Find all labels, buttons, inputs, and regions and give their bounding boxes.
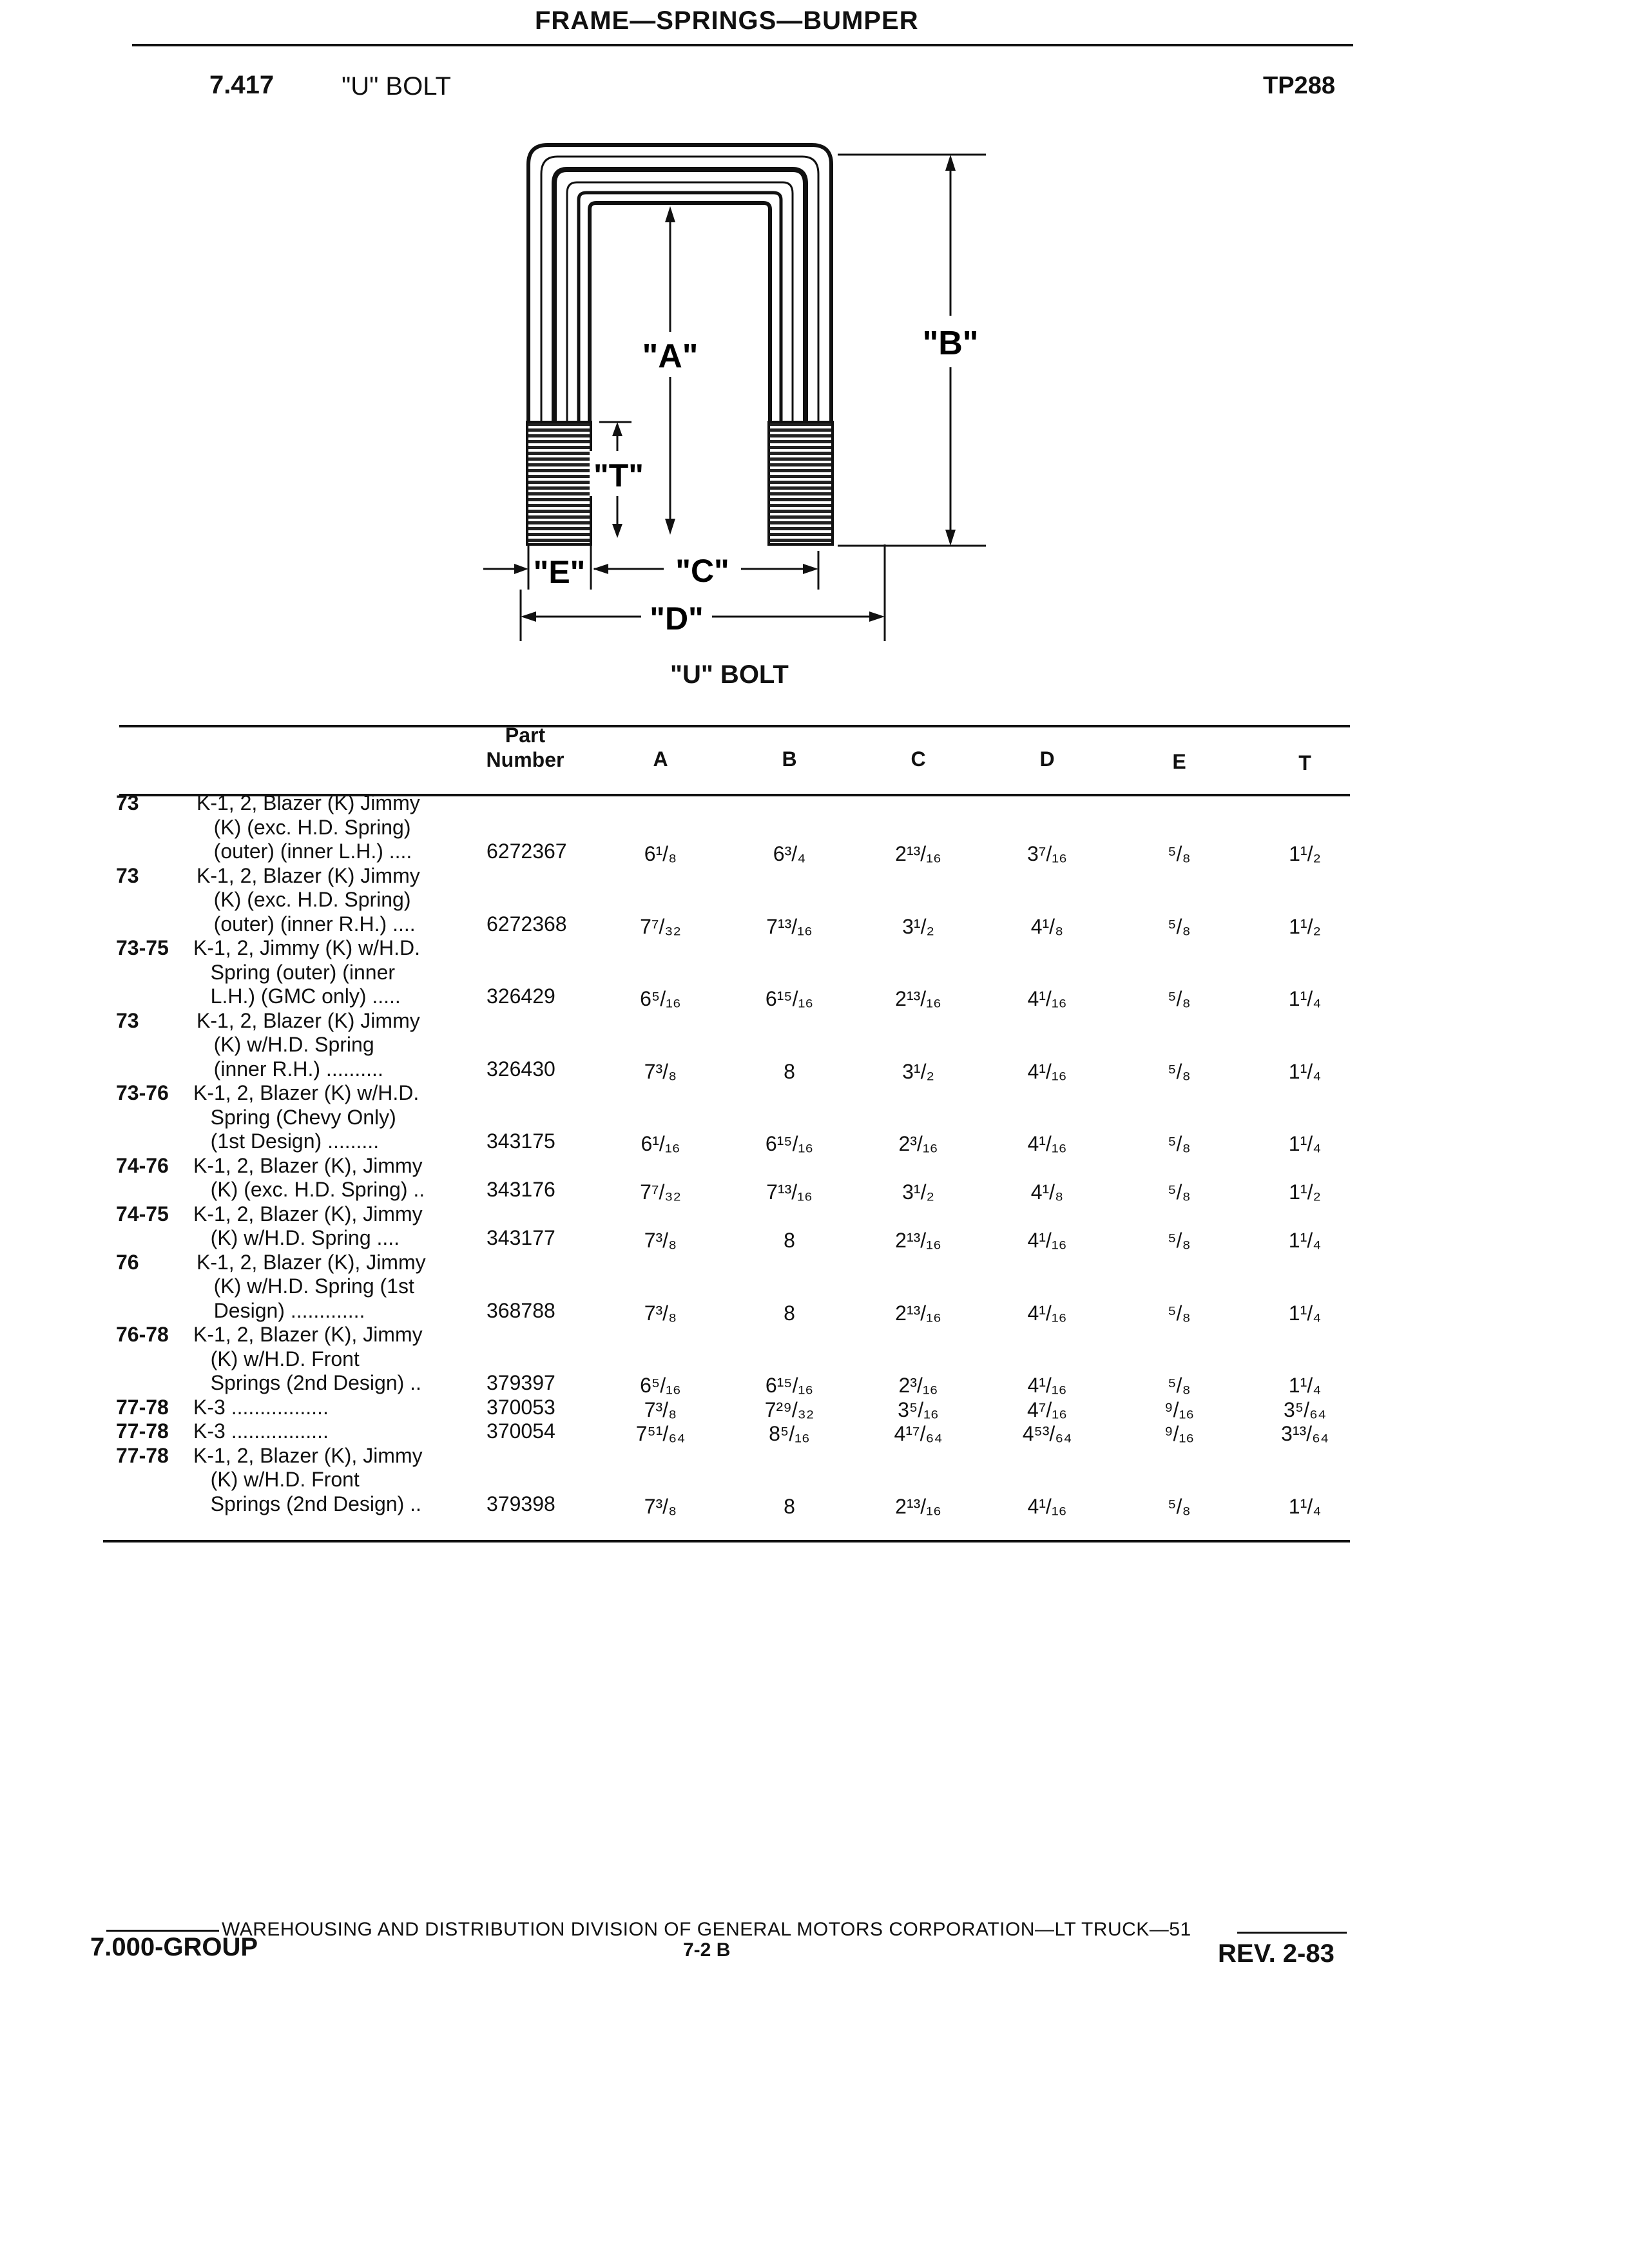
row-year: 73-75 xyxy=(116,936,169,959)
row-dim-b: 6³/₄ xyxy=(773,842,806,865)
row-dim-t: 1¹/₄ xyxy=(1288,1132,1322,1155)
row-description: (K) (exc. H.D. Spring) xyxy=(197,815,411,839)
u-bolt-diagram xyxy=(477,139,1005,648)
revision-label: REV. 2-83 xyxy=(1218,1939,1335,1968)
header-rule xyxy=(132,44,1353,46)
row-part-number: 6272368 xyxy=(487,912,567,936)
label-c: "C" xyxy=(675,553,729,589)
row-year: 73 xyxy=(116,863,139,887)
row-dim-b: 8 xyxy=(784,1059,795,1083)
row-dim-c: 2¹³/₁₆ xyxy=(895,842,941,865)
row-dim-b: 8 xyxy=(784,1229,795,1252)
row-dim-b: 7¹³/₁₆ xyxy=(766,1180,813,1204)
row-dim-a: 6¹/₈ xyxy=(644,842,677,865)
row-dim-d: 3⁷/₁₆ xyxy=(1027,842,1067,865)
row-description: Spring (outer) (inner xyxy=(193,960,396,984)
row-dim-d: 4¹/₈ xyxy=(1030,914,1064,938)
row-dim-t: 1¹/₄ xyxy=(1288,1374,1322,1397)
row-description: (K) (exc. H.D. Spring) xyxy=(197,888,411,911)
row-dim-c: 4¹⁷/₆₄ xyxy=(894,1422,943,1445)
row-dim-d: 4¹/₁₆ xyxy=(1027,987,1067,1010)
row-dim-b: 8 xyxy=(784,1301,795,1325)
footer-publisher: WAREHOUSING AND DISTRIBUTION DIVISION OF GENERAL MOTORS CORPORATION—LT TRUCK—51 xyxy=(106,1919,1191,1941)
row-dim-d: 4¹/₁₆ xyxy=(1027,1374,1067,1397)
row-description: (K) w/H.D. Front xyxy=(193,1468,360,1491)
row-dim-d: 4¹/₈ xyxy=(1030,1180,1064,1204)
row-year: 73 xyxy=(116,1008,139,1032)
row-dim-e: ⁵/₈ xyxy=(1168,1132,1191,1155)
u-bolt-outer xyxy=(528,145,831,422)
row-dim-e: ⁵/₈ xyxy=(1168,914,1191,938)
row-description: (K) w/H.D. Spring xyxy=(197,1033,374,1056)
row-part-number: 343175 xyxy=(487,1129,555,1153)
row-description: (K) w/H.D. Spring .... xyxy=(193,1226,400,1249)
page-reference: 7-2 B xyxy=(683,1939,731,1961)
row-description: K-1, 2, Blazer (K), Jimmy xyxy=(193,1153,423,1177)
row-description: (1st Design) ......... xyxy=(193,1129,380,1153)
row-dim-a: 7³/₈ xyxy=(644,1059,677,1083)
row-dim-d: 4¹/₁₆ xyxy=(1027,1132,1067,1155)
row-dim-e: ⁵/₈ xyxy=(1168,1059,1191,1083)
row-dim-b: 8⁵/₁₆ xyxy=(769,1422,810,1445)
header-part-number: Part Number xyxy=(486,724,564,771)
header-b: B xyxy=(782,747,797,771)
row-year: 77-78 xyxy=(116,1443,169,1467)
row-dim-b: 7¹³/₁₆ xyxy=(766,914,813,938)
label-t: "T" xyxy=(593,457,644,494)
row-year: 76 xyxy=(116,1250,139,1274)
label-b: "B" xyxy=(922,325,979,362)
row-dim-b: 6¹⁵/₁₆ xyxy=(765,1132,814,1155)
table-bottom-rule xyxy=(103,1540,1350,1542)
row-dim-c: 3¹/₂ xyxy=(902,1059,934,1083)
row-description: Design) ............. xyxy=(197,1298,365,1322)
row-dim-c: 2³/₁₆ xyxy=(898,1132,938,1155)
row-dim-c: 2¹³/₁₆ xyxy=(895,1229,941,1252)
section-name: "U" BOLT xyxy=(342,72,451,101)
row-dim-c: 2¹³/₁₆ xyxy=(895,987,941,1010)
row-year: 74-76 xyxy=(116,1153,169,1177)
row-dim-d: 4¹/₁₆ xyxy=(1027,1229,1067,1252)
right-thread xyxy=(769,422,833,544)
row-description: Springs (2nd Design) .. xyxy=(193,1492,421,1515)
tp-code: TP288 xyxy=(1263,72,1335,99)
row-dim-a: 7⁷/₃₂ xyxy=(640,1180,681,1204)
row-description: K-3 ................. xyxy=(193,1419,329,1443)
row-part-number: 379397 xyxy=(487,1371,555,1394)
row-description: (inner R.H.) .......... xyxy=(197,1057,383,1081)
label-e: "E" xyxy=(533,554,586,590)
row-year: 77-78 xyxy=(116,1419,169,1443)
section-number: 7.417 xyxy=(209,71,275,99)
row-dim-t: 1¹/₄ xyxy=(1288,987,1322,1010)
header-e: E xyxy=(1172,750,1186,773)
row-part-number: 343177 xyxy=(487,1226,555,1249)
row-part-number: 343176 xyxy=(487,1178,555,1201)
row-part-number: 6272367 xyxy=(487,840,567,863)
row-dim-t: 3¹³/₆₄ xyxy=(1281,1422,1329,1445)
row-dim-a: 7³/₈ xyxy=(644,1398,677,1421)
row-description: K-1, 2, Jimmy (K) w/H.D. xyxy=(193,936,421,959)
row-description: (K) w/H.D. Spring (1st xyxy=(197,1274,414,1298)
row-dim-e: ⁵/₈ xyxy=(1168,987,1191,1010)
row-description: K-1, 2, Blazer (K), Jimmy xyxy=(193,1443,423,1467)
row-dim-c: 3⁵/₁₆ xyxy=(898,1398,939,1421)
row-dim-a: 7³/₈ xyxy=(644,1494,677,1518)
row-dim-t: 1¹/₂ xyxy=(1289,1180,1321,1204)
row-dim-a: 6¹/₁₆ xyxy=(641,1132,680,1155)
label-d: "D" xyxy=(650,601,704,637)
header-d: D xyxy=(1039,747,1055,771)
header-c: C xyxy=(911,747,926,771)
row-dim-e: ⁵/₈ xyxy=(1168,842,1191,865)
row-dim-e: ⁹/₁₆ xyxy=(1164,1422,1195,1445)
row-year: 74-75 xyxy=(116,1202,169,1225)
table-top-rule xyxy=(119,725,1350,727)
row-dim-d: 4⁷/₁₆ xyxy=(1027,1398,1067,1421)
row-description: (K) (exc. H.D. Spring) .. xyxy=(193,1178,425,1201)
row-description: Spring (Chevy Only) xyxy=(193,1105,396,1129)
row-part-number: 326429 xyxy=(487,985,555,1008)
row-year: 77-78 xyxy=(116,1395,169,1419)
row-dim-e: ⁵/₈ xyxy=(1168,1374,1191,1397)
label-a: "A" xyxy=(642,338,699,375)
row-dim-t: 1¹/₄ xyxy=(1288,1494,1322,1518)
row-dim-e: ⁵/₈ xyxy=(1168,1301,1191,1325)
row-dim-t: 1¹/₂ xyxy=(1289,914,1321,938)
row-dim-t: 1¹/₄ xyxy=(1288,1301,1322,1325)
row-part-number: 370053 xyxy=(487,1395,555,1419)
u-bolt-inner xyxy=(590,203,770,422)
row-year: 73 xyxy=(116,791,139,814)
row-dim-e: ⁹/₁₆ xyxy=(1164,1398,1195,1421)
footer-rule xyxy=(1237,1932,1347,1934)
row-description: (K) w/H.D. Front xyxy=(193,1347,360,1370)
row-dim-a: 7⁵¹/₆₄ xyxy=(635,1422,686,1445)
row-description: K-1, 2, Blazer (K), Jimmy xyxy=(197,1250,426,1274)
row-part-number: 368788 xyxy=(487,1298,555,1322)
diagram-caption: "U" BOLT xyxy=(670,660,789,689)
row-description: K-1, 2, Blazer (K) w/H.D. xyxy=(193,1081,419,1104)
row-description: K-1, 2, Blazer (K) Jimmy xyxy=(197,863,420,887)
row-dim-a: 6⁵/₁₆ xyxy=(640,1374,681,1397)
row-dim-d: 4¹/₁₆ xyxy=(1027,1301,1067,1325)
row-dim-t: 3⁵/₆₄ xyxy=(1284,1398,1326,1421)
row-dim-c: 2¹³/₁₆ xyxy=(895,1301,941,1325)
row-dim-d: 4¹/₁₆ xyxy=(1027,1059,1067,1083)
row-dim-a: 6⁵/₁₆ xyxy=(640,987,681,1010)
row-dim-e: ⁵/₈ xyxy=(1168,1180,1191,1204)
left-thread xyxy=(527,422,591,544)
row-dim-t: 1¹/₄ xyxy=(1288,1229,1322,1252)
row-description: Springs (2nd Design) .. xyxy=(193,1371,421,1394)
row-description: K-1, 2, Blazer (K), Jimmy xyxy=(193,1323,423,1346)
row-dim-c: 2¹³/₁₆ xyxy=(895,1494,941,1518)
row-dim-b: 6¹⁵/₁₆ xyxy=(765,987,814,1010)
row-dim-a: 7⁷/₃₂ xyxy=(640,914,681,938)
group-label: 7.000-GROUP xyxy=(90,1933,258,1961)
row-description: K-1, 2, Blazer (K) Jimmy xyxy=(197,1008,420,1032)
row-part-number: 379398 xyxy=(487,1492,555,1515)
row-dim-d: 4¹/₁₆ xyxy=(1027,1494,1067,1518)
row-year: 76-78 xyxy=(116,1323,169,1346)
row-description: (outer) (inner L.H.) .... xyxy=(197,840,412,863)
row-dim-d: 4⁵³/₆₄ xyxy=(1022,1422,1072,1445)
row-part-number: 370054 xyxy=(487,1419,555,1443)
row-part-number: 326430 xyxy=(487,1057,555,1081)
row-description: K-1, 2, Blazer (K), Jimmy xyxy=(193,1202,423,1225)
row-dim-e: ⁵/₈ xyxy=(1168,1229,1191,1252)
header-t: T xyxy=(1298,751,1311,774)
row-dim-c: 2³/₁₆ xyxy=(898,1374,938,1397)
row-dim-b: 8 xyxy=(784,1494,795,1518)
row-year: 73-76 xyxy=(116,1081,169,1104)
row-dim-e: ⁵/₈ xyxy=(1168,1494,1191,1518)
row-dim-a: 7³/₈ xyxy=(644,1229,677,1252)
row-dim-c: 3¹/₂ xyxy=(902,1180,934,1204)
page-title: FRAME—SPRINGS—BUMPER xyxy=(535,6,919,35)
row-dim-a: 7³/₈ xyxy=(644,1301,677,1325)
row-dim-t: 1¹/₄ xyxy=(1288,1059,1322,1083)
row-dim-b: 6¹⁵/₁₆ xyxy=(765,1374,814,1397)
row-description: L.H.) (GMC only) ..... xyxy=(193,985,401,1008)
row-dim-b: 7²⁹/₃₂ xyxy=(764,1398,815,1421)
row-dim-t: 1¹/₂ xyxy=(1289,842,1321,865)
row-description: (outer) (inner R.H.) .... xyxy=(197,912,416,936)
row-description: K-1, 2, Blazer (K) Jimmy xyxy=(197,791,420,814)
row-description: K-3 ................. xyxy=(193,1395,329,1419)
header-a: A xyxy=(653,747,668,771)
row-dim-c: 3¹/₂ xyxy=(902,914,934,938)
